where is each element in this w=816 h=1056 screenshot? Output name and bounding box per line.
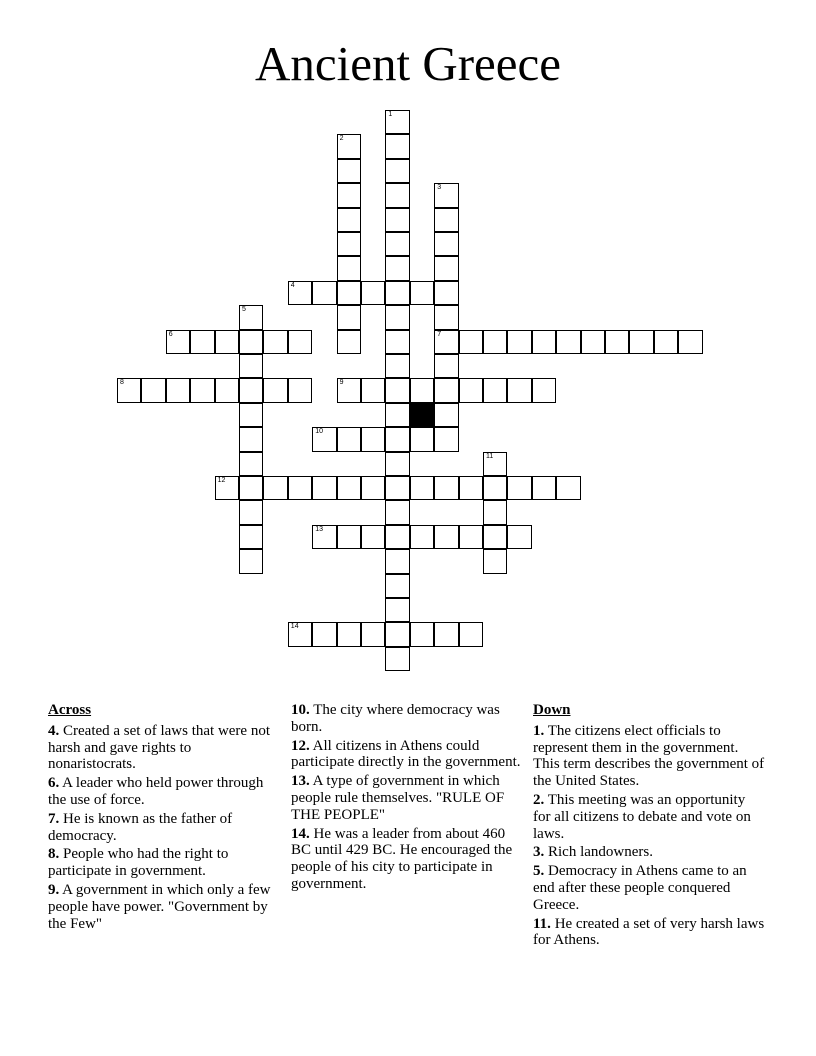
- grid-cell[interactable]: [263, 330, 287, 354]
- grid-cell[interactable]: [385, 378, 409, 402]
- grid-cell[interactable]: [434, 476, 458, 500]
- clue-text: He was a leader from about 460 BC until 429 BC. He encouraged the people of his city to participate in government.: [291, 825, 513, 892]
- grid-cell[interactable]: [337, 159, 361, 183]
- across-clue: [291, 773, 523, 823]
- grid-cell[interactable]: [507, 525, 531, 549]
- grid-cell[interactable]: [434, 403, 458, 427]
- grid-cell[interactable]: [361, 427, 385, 451]
- clue-number: 2: [339, 135, 344, 143]
- grid-cell[interactable]: [239, 305, 263, 329]
- grid-cell[interactable]: [459, 476, 483, 500]
- grid-cell[interactable]: [361, 281, 385, 305]
- grid-cell[interactable]: [215, 476, 239, 500]
- grid-cell[interactable]: [385, 232, 409, 256]
- grid-cell[interactable]: [434, 208, 458, 232]
- clue-text: A leader who held power through the use of force.: [48, 775, 264, 808]
- grid-cell[interactable]: [483, 549, 507, 573]
- grid-cell[interactable]: [385, 305, 409, 329]
- grid-cell[interactable]: [215, 330, 239, 354]
- across-clue: [291, 826, 523, 893]
- grid-cell[interactable]: [459, 525, 483, 549]
- clue-text: Created a set of laws that were not harsh and gave rights to nonaristocrats.: [48, 722, 271, 773]
- grid-cell[interactable]: [312, 525, 336, 549]
- down-clue: [533, 863, 765, 913]
- clue-number: 6: [168, 330, 173, 338]
- across-clues-column-2: [291, 702, 523, 895]
- grid-cell[interactable]: [483, 476, 507, 500]
- grid-cell[interactable]: [239, 330, 263, 354]
- grid-cell[interactable]: [239, 476, 263, 500]
- grid-cell[interactable]: [434, 525, 458, 549]
- grid-cell[interactable]: [385, 281, 409, 305]
- grid-cell[interactable]: [532, 330, 556, 354]
- grid-cell[interactable]: [239, 452, 263, 476]
- clue-number-label: 13.: [291, 773, 310, 790]
- grid-cell[interactable]: [385, 574, 409, 598]
- clue-number: 11: [486, 452, 494, 460]
- grid-cell[interactable]: [385, 256, 409, 280]
- grid-cell[interactable]: [385, 476, 409, 500]
- clue-number-label: 3.: [533, 844, 545, 861]
- clue-number: 10: [315, 428, 323, 436]
- grid-cell[interactable]: [166, 378, 190, 402]
- grid-cell[interactable]: [239, 354, 263, 378]
- grid-cell[interactable]: [215, 378, 239, 402]
- grid-cell[interactable]: [410, 622, 434, 646]
- clue-number-label: 1.: [533, 722, 545, 739]
- grid-cell[interactable]: [410, 525, 434, 549]
- clue-text: The city where democracy was born.: [291, 702, 500, 735]
- grid-cell[interactable]: [239, 549, 263, 573]
- grid-cell[interactable]: [312, 476, 336, 500]
- down-clue: [533, 916, 765, 950]
- grid-cell[interactable]: [337, 281, 361, 305]
- clue-number: 9: [339, 379, 344, 387]
- grid-cell[interactable]: [507, 330, 531, 354]
- clue-number-label: 9.: [48, 881, 60, 898]
- grid-cell[interactable]: [385, 525, 409, 549]
- across-clue: [48, 882, 280, 932]
- clue-text: This meeting was an opportunity for all citizens to debate and vote on laws.: [533, 791, 751, 842]
- grid-cell[interactable]: [410, 378, 434, 402]
- grid-cell[interactable]: [385, 500, 409, 524]
- across-clue: [291, 738, 523, 772]
- grid-cell[interactable]: [239, 525, 263, 549]
- grid-cell[interactable]: [385, 110, 409, 134]
- grid-cell[interactable]: [532, 476, 556, 500]
- grid-cell[interactable]: [581, 330, 605, 354]
- grid-cell[interactable]: [288, 622, 312, 646]
- grid-cell[interactable]: [629, 330, 653, 354]
- grid-cell[interactable]: [385, 208, 409, 232]
- grid-cell[interactable]: [385, 159, 409, 183]
- grid-cell[interactable]: [385, 134, 409, 158]
- grid-cell[interactable]: [556, 476, 580, 500]
- clue-number: 1: [388, 111, 393, 118]
- clue-text: All citizens in Athens could participate directly in the government.: [291, 737, 521, 771]
- puzzle-title: Ancient Greece: [254, 36, 562, 91]
- grid-cell[interactable]: [434, 622, 458, 646]
- grid-cell[interactable]: [507, 378, 531, 402]
- grid-cell[interactable]: [459, 378, 483, 402]
- grid-cell[interactable]: [239, 500, 263, 524]
- grid-cell[interactable]: [361, 476, 385, 500]
- grid-cell[interactable]: [483, 378, 507, 402]
- clue-number: 14: [290, 623, 299, 631]
- down-clue: [533, 723, 765, 790]
- clue-text: He is known as the father of democracy.: [48, 810, 233, 844]
- grid-cell[interactable]: [507, 476, 531, 500]
- clue-number-label: 10.: [291, 702, 310, 718]
- grid-cell[interactable]: [361, 525, 385, 549]
- down-clue: [533, 792, 765, 842]
- grid-cell[interactable]: [190, 330, 214, 354]
- clue-number: 12: [217, 477, 226, 484]
- grid-cell[interactable]: [483, 330, 507, 354]
- across-clue: [291, 702, 523, 736]
- clue-number-label: 14.: [291, 825, 310, 842]
- down-header: Down: [533, 702, 571, 718]
- grid-block-cell: [410, 403, 434, 427]
- grid-cell[interactable]: [239, 427, 263, 451]
- grid-cell[interactable]: [434, 281, 458, 305]
- grid-cell[interactable]: [190, 378, 214, 402]
- across-clue: [48, 723, 280, 773]
- grid-cell[interactable]: [288, 476, 312, 500]
- across-clue: [48, 846, 280, 880]
- grid-cell[interactable]: [337, 183, 361, 207]
- grid-cell[interactable]: [410, 476, 434, 500]
- grid-cell[interactable]: [361, 622, 385, 646]
- grid-cell[interactable]: [337, 427, 361, 451]
- grid-cell[interactable]: [337, 330, 361, 354]
- clue-number-label: 2.: [533, 791, 545, 808]
- clue-text: Rich landowners.: [544, 844, 653, 861]
- grid-cell[interactable]: [434, 378, 458, 402]
- grid-cell[interactable]: [483, 500, 507, 524]
- down-clue: [533, 844, 765, 861]
- grid-cell[interactable]: [434, 232, 458, 256]
- grid-cell[interactable]: [337, 208, 361, 232]
- clue-text: A government in which only a few people have power. "Government by the Few": [48, 881, 271, 932]
- grid-cell[interactable]: [385, 647, 409, 671]
- clue-text: A type of government in which people rule themselves. "RULE OF THE PEOPLE": [291, 773, 505, 823]
- grid-cell[interactable]: [459, 330, 483, 354]
- grid-cell[interactable]: [337, 622, 361, 646]
- clue-number-label: 6.: [48, 775, 60, 792]
- grid-cell[interactable]: [385, 598, 409, 622]
- grid-cell[interactable]: [385, 183, 409, 207]
- grid-cell[interactable]: [141, 378, 165, 402]
- grid-cell[interactable]: [312, 427, 336, 451]
- clue-number: 8: [120, 379, 124, 387]
- grid-cell[interactable]: [263, 378, 287, 402]
- grid-cell[interactable]: [410, 281, 434, 305]
- clue-number-label: 4.: [48, 722, 60, 739]
- grid-cell[interactable]: [434, 330, 458, 354]
- grid-cell[interactable]: [263, 476, 287, 500]
- clue-text: People who had the right to participate in government.: [48, 846, 229, 880]
- grid-cell[interactable]: [385, 549, 409, 573]
- grid-cell[interactable]: [288, 378, 312, 402]
- grid-cell[interactable]: [337, 525, 361, 549]
- grid-cell[interactable]: [288, 281, 312, 305]
- clue-text: Democracy in Athens came to an end after these people conquered Greece.: [533, 863, 747, 913]
- grid-cell[interactable]: [434, 183, 458, 207]
- clue-number-label: 8.: [48, 846, 60, 863]
- across-clues-column-1: [48, 702, 280, 934]
- clue-text: He created a set of very harsh laws for Athens.: [533, 915, 765, 949]
- clue-number: 13: [315, 525, 323, 533]
- grid-cell[interactable]: [410, 427, 434, 451]
- grid-cell[interactable]: [337, 232, 361, 256]
- grid-cell[interactable]: [117, 378, 141, 402]
- grid-cell[interactable]: [434, 354, 458, 378]
- grid-cell[interactable]: [337, 476, 361, 500]
- across-clue: [48, 811, 280, 845]
- across-clue: [48, 775, 280, 809]
- grid-cell[interactable]: [288, 330, 312, 354]
- grid-cell[interactable]: [239, 378, 263, 402]
- across-header: Across: [48, 702, 92, 718]
- grid-cell[interactable]: [385, 354, 409, 378]
- clue-number-label: 12.: [291, 737, 310, 754]
- grid-cell[interactable]: [434, 256, 458, 280]
- grid-cell[interactable]: [385, 452, 409, 476]
- clue-number: 4: [290, 281, 295, 289]
- grid-cell[interactable]: [678, 330, 702, 354]
- clue-text: The citizens elect officials to represent them in the government. This term describes the government of the United States.: [533, 722, 765, 790]
- grid-cell[interactable]: [337, 134, 361, 158]
- grid-cell[interactable]: [239, 403, 263, 427]
- grid-cell[interactable]: [434, 427, 458, 451]
- grid-cell[interactable]: [605, 330, 629, 354]
- grid-cell[interactable]: [434, 305, 458, 329]
- grid-cell[interactable]: [483, 525, 507, 549]
- grid-cell[interactable]: [312, 281, 336, 305]
- clue-number: 5: [242, 306, 246, 314]
- grid-cell[interactable]: [337, 256, 361, 280]
- clue-number-label: 7.: [48, 810, 60, 827]
- grid-cell[interactable]: [312, 622, 336, 646]
- clue-number: 3: [437, 184, 442, 192]
- grid-cell[interactable]: [337, 378, 361, 402]
- clue-number-label: 11.: [533, 915, 551, 932]
- grid-cell[interactable]: [483, 452, 507, 476]
- grid-cell[interactable]: [361, 378, 385, 402]
- grid-cell[interactable]: [166, 330, 190, 354]
- grid-cell[interactable]: [654, 330, 678, 354]
- clue-number: 7: [437, 330, 442, 338]
- clue-number-label: 5.: [533, 863, 545, 880]
- grid-cell[interactable]: [385, 403, 409, 427]
- grid-cell[interactable]: [556, 330, 580, 354]
- grid-cell[interactable]: [385, 427, 409, 451]
- down-clues-column: [533, 702, 765, 951]
- grid-cell[interactable]: [532, 378, 556, 402]
- grid-cell[interactable]: [385, 622, 409, 646]
- grid-cell[interactable]: [337, 305, 361, 329]
- grid-cell[interactable]: [385, 330, 409, 354]
- grid-cell[interactable]: [459, 622, 483, 646]
